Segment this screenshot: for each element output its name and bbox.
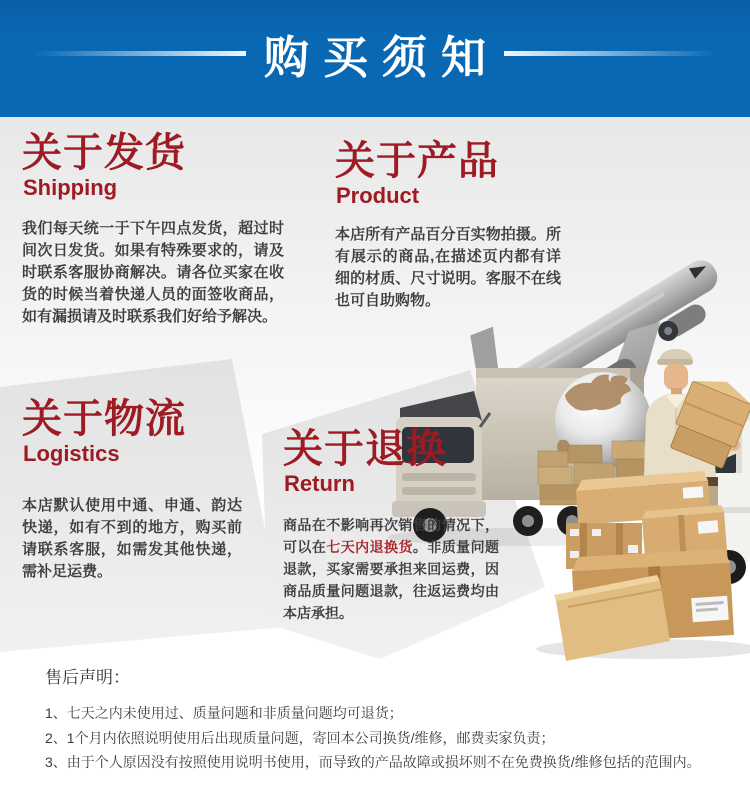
returns-text-before: 商品在不影响再次销售的情况下，可以在: [283, 517, 499, 556]
section-returns: [283, 428, 499, 624]
banner-decor-line-left: [34, 51, 246, 56]
returns-text-highlight: 七天内退换货: [326, 539, 413, 556]
logistics-subtitle: Logistics: [23, 441, 120, 466]
returns-text-after: 。非质量问题退款，买家需要承担来回运费，因商品质量问题退款，往返运费均由本店承担。: [283, 539, 500, 622]
logistics-title: 关于物流: [22, 397, 186, 441]
page-title: 购买须知: [263, 32, 500, 83]
shipping-paragraph: 我们每天统一于下午四点发货，超过时间次日发货。如果有特殊要求的，请及时联系客服协商解决。请各位买家在收货的时候当着快递人员的面签收商品，如有漏损请及时联系我们好给予解决。: [22, 220, 284, 326]
returns-subtitle: Return: [284, 471, 355, 496]
product-title: 关于产品: [335, 139, 499, 183]
banner-decor-line-right: [504, 51, 716, 56]
aftersales-item: 3、由于个人原因没有按照使用说明书使用，而导致的产品故障或损坏则不在免费换货/维修包括的范围内。: [45, 754, 701, 771]
aftersales-item: 1、七天之内未使用过、质量问题和非质量问题均可退货；: [45, 705, 403, 721]
product-paragraph: 本店所有产品百分百实物拍摄。所有展示的商品,在描述页内都有详细的材质、尺寸说明。客服不在线也可自助购物。: [335, 226, 561, 310]
section-product: [335, 140, 561, 312]
logistics-paragraph: 本店默认使用中通、申通、韵达快递，如有不到的地方，购买前请联系客服，如需发其他快递，需补足运费。: [22, 497, 242, 581]
aftersales-item: 2、1个月内依照说明使用后出现质量问题，寄回本公司换货/维修，邮费卖家负责；: [45, 729, 555, 746]
returns-paragraph: [283, 514, 499, 624]
section-logistics: [22, 398, 242, 583]
returns-title: 关于退换: [283, 427, 447, 471]
aftersales-title: 售后声明：: [45, 668, 130, 687]
shipping-title: 关于发货: [22, 131, 186, 175]
shipping-subtitle: Shipping: [23, 175, 118, 200]
product-subtitle: Product: [336, 183, 420, 208]
header-banner: [0, 0, 750, 117]
aftersales-statement: [45, 663, 735, 775]
aftersales-list: [45, 701, 735, 775]
content-area: [0, 117, 750, 662]
section-shipping: [22, 132, 284, 328]
